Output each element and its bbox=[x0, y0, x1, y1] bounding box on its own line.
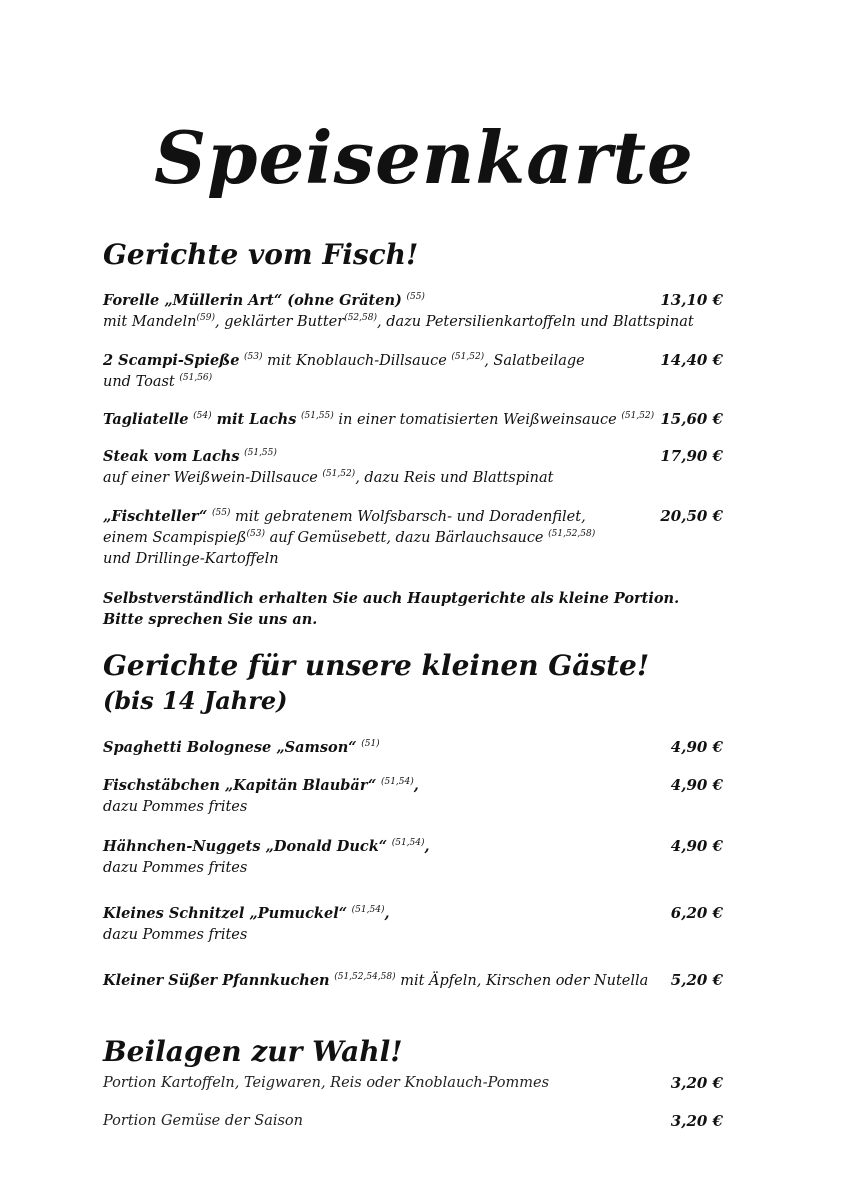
item-description: Portion Gemüse der Saison bbox=[103, 1113, 303, 1129]
item-name: Kleines Schnitzel „Pumuckel“ bbox=[103, 905, 348, 922]
item-description: mit gebratenem Wolfsbarsch- und Doradenfilet, bbox=[230, 509, 586, 525]
allergen-codes: (51,54) bbox=[391, 838, 425, 849]
allergen-codes: (55) bbox=[211, 508, 231, 519]
allergen-codes: (59) bbox=[196, 313, 215, 324]
item-price: 5,20 € bbox=[670, 971, 723, 989]
item-description: , dazu Reis und Blattspinat bbox=[355, 470, 554, 486]
item-description: , geklärter Butter bbox=[214, 314, 345, 330]
item-description: einem Scampispieß bbox=[103, 530, 247, 546]
item-description: mit Mandeln bbox=[103, 314, 197, 330]
menu-item bbox=[103, 350, 723, 393]
item-description: und Toast bbox=[103, 374, 180, 390]
allergen-codes: (51,52) bbox=[451, 352, 485, 363]
page-title: Speisenkarte bbox=[154, 115, 694, 200]
item-description: und Drillinge-Kartoffeln bbox=[103, 551, 279, 567]
item-price: 15,60 € bbox=[660, 410, 723, 428]
item-price: 4,90 € bbox=[670, 776, 723, 794]
menu-item bbox=[103, 290, 723, 333]
item-description: dazu Pommes frites bbox=[103, 860, 248, 876]
allergen-codes: (53) bbox=[246, 529, 265, 540]
allergen-codes: (51,52,58) bbox=[548, 529, 596, 540]
item-price: 17,90 € bbox=[660, 447, 723, 465]
allergen-codes: (53) bbox=[244, 352, 263, 363]
item-price: 3,20 € bbox=[670, 1112, 723, 1130]
menu-item bbox=[103, 506, 723, 570]
menu-item bbox=[103, 970, 723, 992]
item-description: Portion Kartoffeln, Teigwaren, Reis oder Knoblauch-Pommes bbox=[103, 1075, 550, 1091]
allergen-codes: (54) bbox=[193, 411, 212, 422]
item-description: dazu Pommes frites bbox=[103, 799, 248, 815]
menu-item bbox=[103, 1111, 723, 1132]
item-price: 20,50 € bbox=[660, 507, 723, 525]
allergen-codes: (51,56) bbox=[179, 373, 213, 384]
item-name: Steak vom Lachs bbox=[103, 448, 240, 465]
allergen-codes: (51,55) bbox=[301, 411, 334, 422]
item-description: in einer tomatisierten Weißweinsauce bbox=[333, 412, 622, 428]
allergen-codes: (55) bbox=[406, 292, 425, 303]
item-description: , dazu Petersilienkartoffeln und Blattspinat bbox=[376, 314, 694, 330]
allergen-codes: (51,52,54,58) bbox=[334, 972, 396, 983]
item-description: , Salatbeilage bbox=[484, 353, 585, 369]
item-description: auf einer Weißwein-Dillsauce bbox=[103, 470, 323, 486]
menu-item: Fischstäbchen „Kapitän Blaubär“ $^{(51,54)}$, dazu Pommes frites 4,90 € bbox=[103, 775, 723, 818]
item-price: 13,10 € bbox=[660, 291, 723, 309]
menu-item: Hähnchen-Nuggets „Donald Duck“ $^{(51,54)}$, dazu Pommes frites 4,90 € bbox=[103, 836, 723, 879]
allergen-codes: (52,58) bbox=[344, 313, 377, 324]
menu-item bbox=[103, 446, 723, 489]
item-price: 3,20 € bbox=[670, 1074, 723, 1092]
item-name: Forelle „Müllerin Art“ (ohne Gräten) bbox=[103, 292, 402, 309]
item-price: 6,20 € bbox=[670, 904, 723, 922]
allergen-codes: (51,55) bbox=[244, 448, 277, 459]
section-heading-sides: Beilagen zur Wahl! bbox=[103, 1035, 403, 1068]
item-name: mit Lachs bbox=[211, 411, 297, 428]
item-name: Tagliatelle bbox=[103, 411, 189, 428]
item-name: Hähnchen-Nuggets „Donald Duck“ bbox=[103, 838, 388, 855]
menu-item: Kleines Schnitzel „Pumuckel“ $^{(51,54)}$, dazu Pommes frites 6,20 € bbox=[103, 903, 723, 946]
item-description: mit Knoblauch-Dillsauce bbox=[262, 353, 452, 369]
menu-item bbox=[103, 1073, 723, 1094]
item-price: 14,40 € bbox=[660, 351, 723, 369]
item-description: mit Äpfeln, Kirschen oder Nutella bbox=[395, 973, 649, 989]
menu-item bbox=[103, 409, 723, 431]
portion-note: Selbstverständlich erhalten Sie auch Hauptgerichte als kleine Portion. Bitte sprechen Sie uns an. bbox=[103, 590, 680, 628]
menu-item bbox=[103, 737, 723, 759]
allergen-codes: (51,54) bbox=[380, 777, 414, 788]
section-heading-fish: Gerichte vom Fisch! bbox=[103, 238, 419, 271]
item-name: „Fischteller“ bbox=[103, 508, 208, 525]
item-name: Spaghetti Bolognese „Samson“ bbox=[103, 739, 357, 756]
item-description: dazu Pommes frites bbox=[103, 927, 248, 943]
item-price: 4,90 € bbox=[670, 738, 723, 756]
item-price: 4,90 € bbox=[670, 837, 723, 855]
section-subheading: (bis 14 Jahre) bbox=[103, 686, 288, 715]
allergen-codes: (51,52) bbox=[621, 411, 655, 422]
section-heading-kids: Gerichte für unsere kleinen Gäste! (bis 14 Jahre) bbox=[103, 648, 649, 718]
item-description: auf Gemüsebett, dazu Bärlauchsauce bbox=[264, 530, 549, 546]
item-name: 2 Scampi-Spieße bbox=[103, 352, 240, 369]
allergen-codes: (51,54) bbox=[351, 905, 385, 916]
allergen-codes: (51) bbox=[361, 739, 380, 750]
item-name: Fischstäbchen „Kapitän Blaubär“ bbox=[103, 777, 377, 794]
allergen-codes: (51,52) bbox=[322, 469, 356, 480]
item-name: Kleiner Süßer Pfannkuchen bbox=[103, 972, 330, 989]
